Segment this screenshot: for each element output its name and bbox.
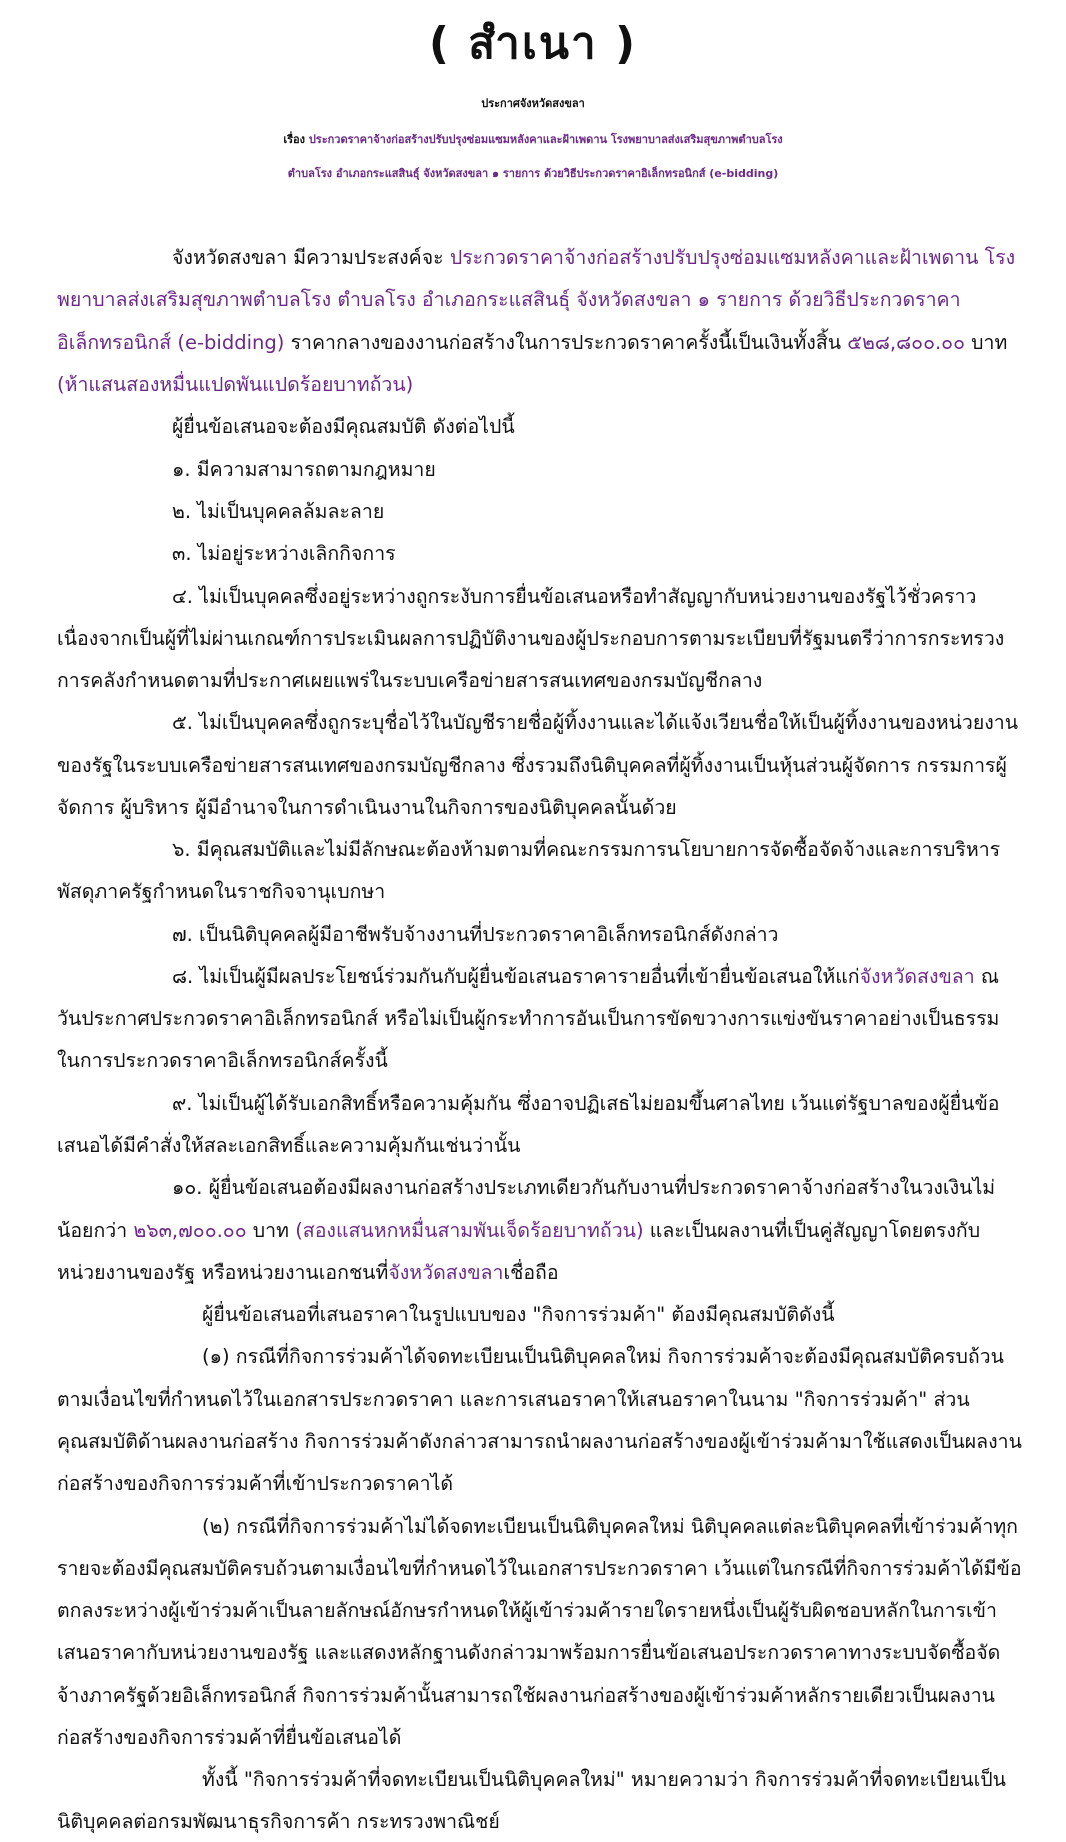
qualification-item-9-line-1: ๙. ไม่เป็นผู้ได้รับเอกสิทธิ์หรือความคุ้มกัน ซึ่งอาจปฏิเสธไม่ยอมขึ้นศาลไทย เว้นแต่รัฐบาลของผู้ยื่นข้อ <box>172 1092 1000 1115</box>
qualification-item-1: ๑. มีความสามารถตามกฎหมาย <box>172 458 436 481</box>
intro-line-1 <box>172 243 1015 273</box>
qualification-item-2: ๒. ไม่เป็นบุคคลล้มละลาย <box>172 500 385 523</box>
intro-line-4: (ห้าแสนสองหมื่นแปดพันแปดร้อยบาทถ้วน) <box>57 373 414 396</box>
qualification-item-8-line-1 <box>172 962 999 992</box>
qualification-item-7: ๗. เป็นนิติบุคคลผู้มีอาชีพรับจ้างงานที่ประกวดราคาอิเล็กทรอนิกส์ดังกล่าว <box>172 923 779 946</box>
subject-line-1 <box>0 130 1066 148</box>
subject-line-2: ตำบลโรง อำเภอกระแสสินธุ์ จังหวัดสงขลา ๑ รายการ ด้วยวิธีประกวดราคาอิเล็กทรอนิกส์ (e-bidding) <box>287 167 779 180</box>
item-10-currency: บาท <box>246 1219 296 1242</box>
subject-prefix: เรื่อง <box>283 133 305 146</box>
qualification-item-9-line-2: เสนอได้มีคำสั่งให้สละเอกสิทธิ์และความคุ้มกันเช่นว่านั้น <box>57 1134 521 1157</box>
qualification-item-6-line-2: พัสดุภาครัฐกำหนดในราชกิจจานุเบกษา <box>57 880 386 903</box>
item-10-amount: ๒๖๓,๗๐๐.๐๐ <box>133 1219 247 1242</box>
item-10-text-end: เชื่อถือ <box>503 1261 559 1284</box>
joint-item-1-line-2: ตามเงื่อนไขที่กำหนดไว้ในเอกสารประกวดราคา และการเสนอราคาให้เสนอราคาในนาม "กิจการร่วมค้า" ส่วน <box>57 1388 970 1411</box>
joint-venture-heading: ผู้ยื่นข้อเสนอที่เสนอราคาในรูปแบบของ "กิจการร่วมค้า" ต้องมีคุณสมบัติดังนี้ <box>202 1303 835 1326</box>
item-8-text: ๘. ไม่เป็นผู้มีผลประโยชน์ร่วมกันกับผู้ยื่นข้อเสนอราคารายอื่นที่เข้ายื่นข้อเสนอให้แก่ <box>172 965 860 988</box>
intro-median-price: ๕๒๘,๘๐๐.๐๐ <box>847 331 965 354</box>
intro-text: ราคากลางของงานก่อสร้างในการประกวดราคาครั้งนี้เป็นเงินทั้งสิ้น <box>284 331 848 354</box>
item-10-amount-words: (สองแสนหกหมื่นสามพันเจ็ดร้อยบาทถ้วน) <box>295 1219 644 1242</box>
intro-project-name: ประกวดราคาจ้างก่อสร้างปรับปรุงซ่อมแซมหลังคาและฝ้าเพดาน โรง <box>449 246 1016 269</box>
definition-line-1: ทั้งนี้ "กิจการร่วมค้าที่จดทะเบียนเป็นนิติบุคคลใหม่" หมายความว่า กิจการร่วมค้าที่จดทะเบียนเป็น <box>202 1768 1007 1791</box>
joint-item-2-line-3: ตกลงระหว่างผู้เข้าร่วมค้าเป็นลายลักษณ์อักษรกำหนดให้ผู้เข้าร่วมค้ารายใดรายหนึ่งเป็นผู้รับผิดชอบหลักในการเข้า <box>57 1599 997 1622</box>
intro-line-3 <box>57 328 1007 358</box>
qualification-item-10-line-1: ๑๐. ผู้ยื่นข้อเสนอต้องมีผลงานก่อสร้างประเภทเดียวกันกับงานที่ประกวดราคาจ้างก่อสร้างในวงเงินไม่ <box>172 1176 996 1199</box>
qualification-item-10-line-3 <box>57 1258 559 1288</box>
intro-line-2: พยาบาลส่งเสริมสุขภาพตำบลโรง ตำบลโรง อำเภอกระแสสินธุ์ จังหวัดสงขลา ๑ รายการ ด้วยวิธีประกวดราคา <box>57 288 961 311</box>
joint-item-2-line-5: จ้างภาครัฐด้วยอิเล็กทรอนิกส์ กิจการร่วมค้านั้นสามารถใช้ผลงานก่อสร้างของผู้เข้าร่วมค้าหลักรายเดียวเป็นผลงาน <box>57 1684 995 1707</box>
copy-stamp: ( สำเนา ) <box>428 18 638 69</box>
subject-text-1: ประกวดราคาจ้างก่อสร้างปรับปรุงซ่อมแซมหลังคาและฝ้าเพดาน โรงพยาบาลส่งเสริมสุขภาพตำบลโรง <box>308 133 783 146</box>
qualification-item-10-line-2 <box>57 1216 980 1246</box>
intro-text: จังหวัดสงขลา มีความประสงค์จะ <box>172 246 450 269</box>
joint-item-1-line-4: ก่อสร้างของกิจการร่วมค้าที่เข้าประกวดราคาได้ <box>57 1472 454 1495</box>
item-10-province: จังหวัดสงขลา <box>388 1261 504 1284</box>
qualification-item-5-line-3: จัดการ ผู้บริหาร ผู้มีอำนาจในการดำเนินงานในกิจการของนิติบุคคลนั้นด้วย <box>57 796 677 819</box>
qualification-item-8-line-3: ในการประกวดราคาอิเล็กทรอนิกส์ครั้งนี้ <box>57 1049 388 1072</box>
item-10-text-end: และเป็นผลงานที่เป็นคู่สัญญาโดยตรงกับ <box>643 1219 981 1242</box>
intro-currency: บาท <box>964 331 1008 354</box>
qualification-item-6-line-1: ๖. มีคุณสมบัติและไม่มีลักษณะต้องห้ามตามที่คณะกรรมการนโยบายการจัดซื้อจัดจ้างและการบริหาร <box>172 838 1001 861</box>
joint-item-2-line-4: เสนอราคากับหน่วยงานของรัฐ และแสดงหลักฐานดังกล่าวมาพร้อมการยื่นข้อเสนอประกวดราคาทางระบบจัดซื้อจัด <box>57 1641 1001 1664</box>
qualification-item-3: ๓. ไม่อยู่ระหว่างเลิกกิจการ <box>172 542 396 565</box>
qualification-item-4-line-3: การคลังกำหนดตามที่ประกาศเผยแพร่ในระบบเครือข่ายสารสนเทศของกรมบัญชีกลาง <box>57 669 763 692</box>
qualification-item-5-line-2: ของรัฐในระบบเครือข่ายสารสนเทศของกรมบัญชีกลาง ซึ่งรวมถึงนิติบุคคลที่ผู้ทิ้งงานเป็นหุ้นส่วนผู้จัดการ กรรมการผู้ <box>57 754 1007 777</box>
definition-line-2: นิติบุคคลต่อกรมพัฒนาธุรกิจการค้า กระทรวงพาณิชย์ <box>57 1810 500 1833</box>
qualification-item-4-line-2: เนื่องจากเป็นผู้ที่ไม่ผ่านเกณฑ์การประเมินผลการปฏิบัติงานของผู้ประกอบการตามระเบียบที่รัฐมนตรีว่าการกระทรวง <box>57 627 1005 650</box>
announcement-title: ประกาศจังหวัดสงขลา <box>481 97 585 110</box>
item-10-text: น้อยกว่า <box>57 1219 134 1242</box>
joint-item-2-line-6: ก่อสร้างของกิจการร่วมค้าที่ยื่นข้อเสนอได้ <box>57 1726 402 1749</box>
intro-method: อิเล็กทรอนิกส์ (e-bidding) <box>57 331 285 354</box>
joint-item-1-line-1: (๑) กรณีที่กิจการร่วมค้าได้จดทะเบียนเป็นนิติบุคคลใหม่ กิจการร่วมค้าจะต้องมีคุณสมบัติครบถ้วน <box>202 1345 1004 1368</box>
qualification-item-5-line-1: ๕. ไม่เป็นบุคคลซึ่งถูกระบุชื่อไว้ในบัญชีรายชื่อผู้ทิ้งงานและได้แจ้งเวียนชื่อให้เป็นผู้ทิ้งงานของหน่วยงาน <box>172 711 1019 734</box>
item-10-text: หน่วยงานของรัฐ หรือหน่วยงานเอกชนที่ <box>57 1261 389 1284</box>
qualification-heading: ผู้ยื่นข้อเสนอจะต้องมีคุณสมบัติ ดังต่อไปนี้ <box>172 415 515 438</box>
item-8-province: จังหวัดสงขลา <box>859 965 975 988</box>
qualification-item-8-line-2: วันประกาศประกวดราคาอิเล็กทรอนิกส์ หรือไม่เป็นผู้กระทำการอันเป็นการขัดขวางการแข่งขันราคาอย่างเป็นธรรม <box>57 1007 1000 1030</box>
joint-item-1-line-3: คุณสมบัติด้านผลงานก่อสร้าง กิจการร่วมค้าดังกล่าวสามารถนำผลงานก่อสร้างของผู้เข้าร่วมค้ามาใช้แสดงเป็นผลงาน <box>57 1430 1022 1453</box>
item-8-text-end: ณ <box>974 965 999 988</box>
joint-item-2-line-1: (๒) กรณีที่กิจการร่วมค้าไม่ได้จดทะเบียนเป็นนิติบุคคลใหม่ นิติบุคคลแต่ละนิติบุคคลที่เข้าร่วมค้าทุก <box>202 1515 1018 1538</box>
qualification-item-4-line-1: ๔. ไม่เป็นบุคคลซึ่งอยู่ระหว่างถูกระงับการยื่นข้อเสนอหรือทำสัญญากับหน่วยงานของรัฐไว้ชั่วคราว <box>172 585 977 608</box>
joint-item-2-line-2: รายจะต้องมีคุณสมบัติครบถ้วนตามเงื่อนไขที่กำหนดไว้ในเอกสารประกวดราคา เว้นแต่ในกรณีที่กิจการร่วมค้าได้มีข้อ <box>57 1557 1022 1580</box>
